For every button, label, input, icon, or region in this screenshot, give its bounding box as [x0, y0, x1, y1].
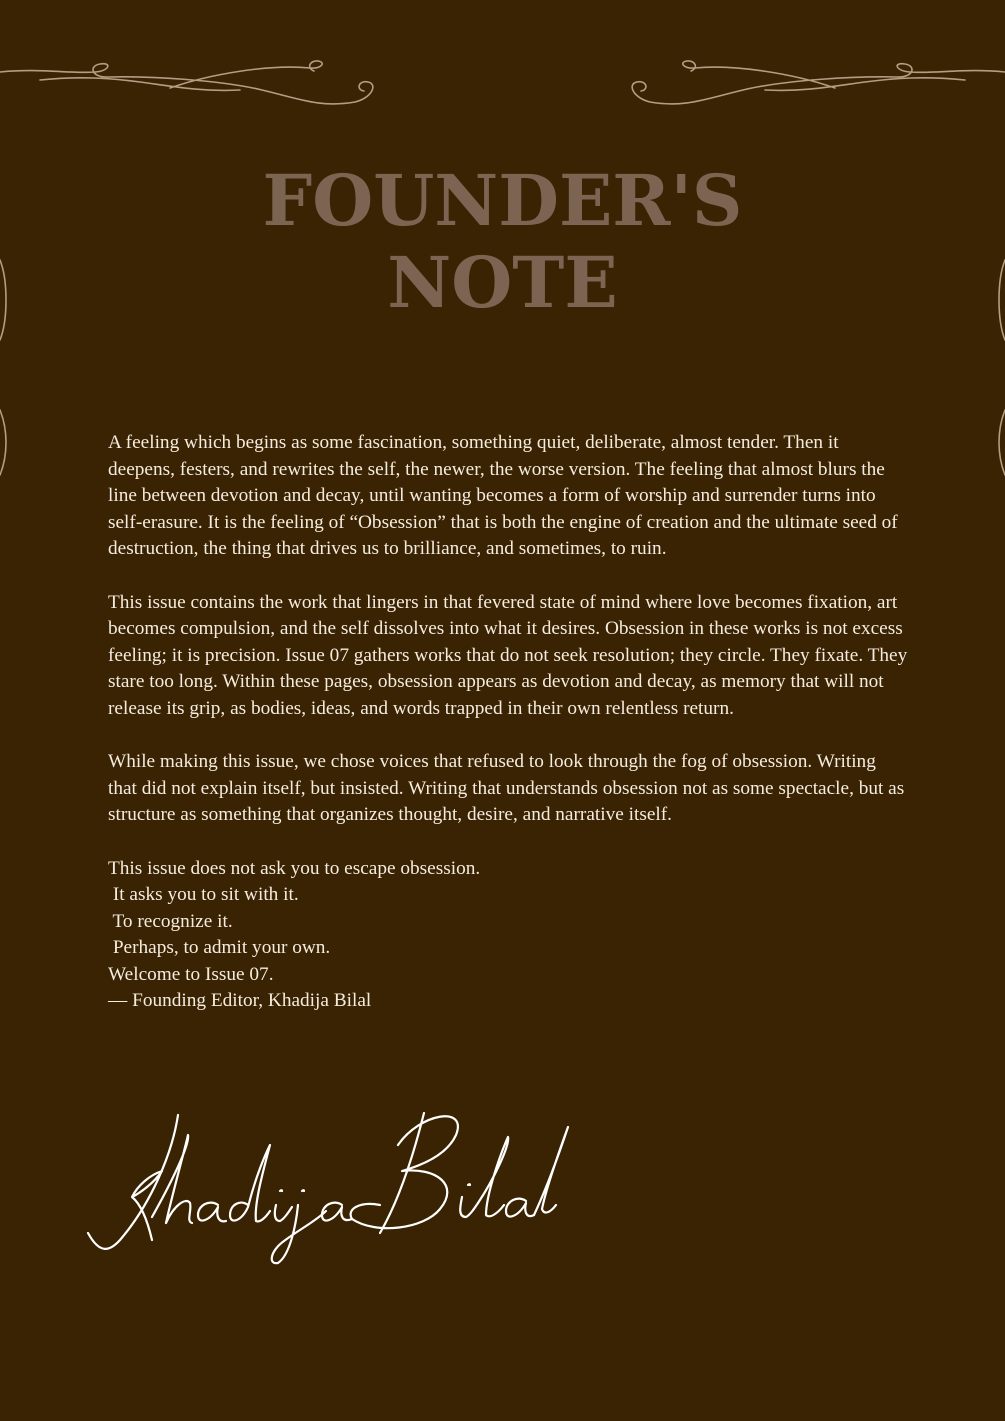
closing-line-4: Perhaps, to admit your own. [108, 937, 331, 959]
closing-line-3: To recognize it. [108, 910, 233, 932]
page-title [0, 160, 1005, 324]
page-title-line-2: NOTE [387, 241, 618, 324]
closing-block [108, 856, 908, 1016]
handwritten-signature-icon [80, 1105, 580, 1265]
note-paragraph-1: A feeling which begins as some fascination, something quiet, deliberate, almost tender. Then it deepens, festers, and rewrites the self, the newer, the worse version. The feeling that almost blurs the line between devotion and decay, until wanting becomes a form of worship and surrender turns into self-erasure. It is the feeling of “Obsession” that is both the engine of creation and the ultimate seed of destruction, the thing that drives us to brilliance, and sometimes, to ruin. [108, 432, 898, 560]
page-title-line-1: FOUNDER'S [262, 159, 743, 242]
note-body [108, 430, 908, 1015]
closing-line-2: It asks you to sit with it. [108, 884, 299, 906]
closing-line-1: This issue does not ask you to escape obsession. [108, 857, 481, 879]
note-paragraph-2: This issue contains the work that lingers in that fevered state of mind where love becomes fixation, art becomes compulsion, and the self dissolves into what it desires. Obsession in these works is not excess feeling; it is precision. Issue 07 gathers works that do not seek resolution; they circle. They fixate. They stare too long. Within these pages, obsession appears as devotion and decay, as memory that will not release its grip, as bodies, ideas, and words trapped in their own relentless return. [108, 591, 908, 719]
closing-line-5: Welcome to Issue 07. [108, 963, 274, 985]
note-paragraph-3: While making this issue, we chose voices that refused to look through the fog of obsession. Writing that did not explain itself, but insisted. Writing that understands obsession not as some spectacle, but as structure as something that organizes thought, desire, and narrative itself. [108, 751, 905, 826]
signoff-line: — Founding Editor, Khadija Bilal [108, 990, 372, 1012]
flourish-ornament-icon [615, 50, 1005, 120]
flourish-ornament-icon [0, 50, 390, 120]
